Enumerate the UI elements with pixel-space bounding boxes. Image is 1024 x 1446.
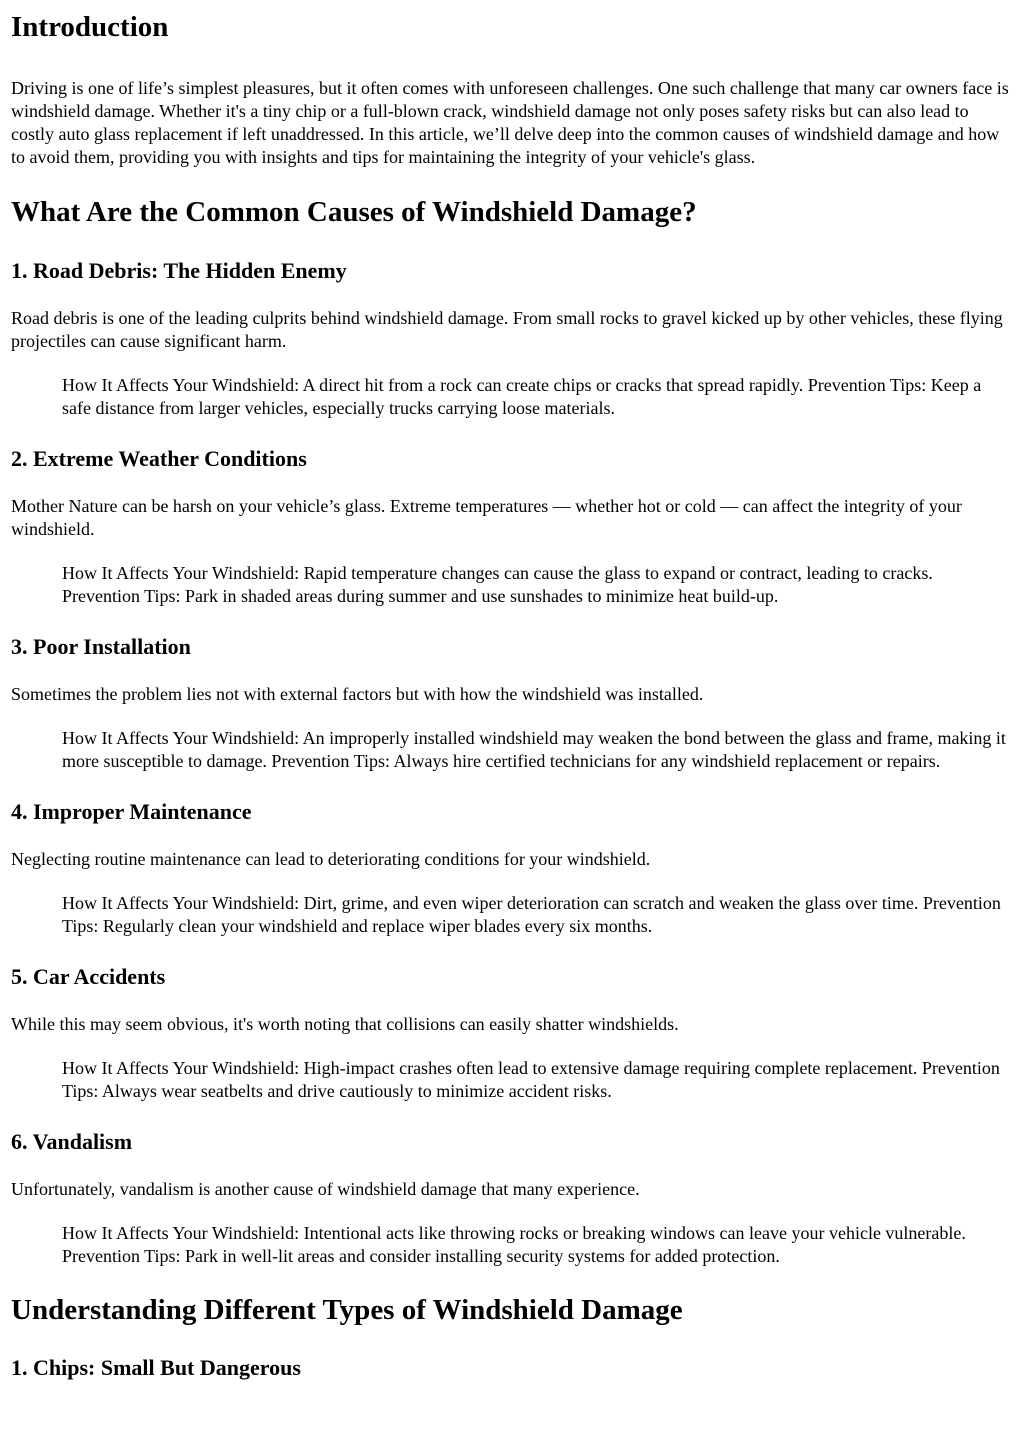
cause-paragraph: Mother Nature can be harsh on your vehicle’s glass. Extreme temperatures — whether hot or cold — can affect the integrity of your windshield. bbox=[11, 496, 962, 539]
cause-tip-quote: How It Affects Your Windshield: A direct hit from a rock can create chips or cracks that spread rapidly. Prevention Tips: Keep a safe distance from larger vehicles, especially trucks carrying loose materials. bbox=[62, 375, 982, 418]
cause-section-vandalism bbox=[11, 1129, 1014, 1268]
cause-section-weather bbox=[11, 446, 1014, 608]
cause-paragraph: Neglecting routine maintenance can lead to deteriorating conditions for your windshield. bbox=[11, 849, 651, 869]
types-heading: Understanding Different Types of Windshield Damage bbox=[11, 1294, 683, 1326]
cause-title: 6. Vandalism bbox=[11, 1129, 133, 1154]
cause-section-road-debris bbox=[11, 258, 1014, 420]
intro-paragraph: Driving is one of life’s simplest pleasures, but it often comes with unforeseen challenges. One such challenge that many car owners face is windshield damage. Whether it's a tiny chip or a full-blown crack, windshield damage not only poses safety risks but can also lead to costly auto glass replacement if left unaddressed. In this article, we’ll delve deep into the common causes of windshield damage and how to avoid them, providing you with insights and tips for maintaining the integrity of your vehicle's glass. bbox=[11, 78, 1009, 167]
cause-tip-quote: How It Affects Your Windshield: An improperly installed windshield may weaken the bond between the glass and frame, making it more susceptible to damage. Prevention Tips: Always hire certified technicians for any windshield replacement or repairs. bbox=[62, 728, 1006, 771]
cause-title: 1. Road Debris: The Hidden Enemy bbox=[11, 258, 347, 283]
cause-section-maintenance bbox=[11, 799, 1014, 938]
cause-paragraph: Unfortunately, vandalism is another cause of windshield damage that many experience. bbox=[11, 1179, 640, 1199]
cause-title: 5. Car Accidents bbox=[11, 964, 166, 989]
intro-heading: Introduction bbox=[11, 11, 169, 43]
types-subheading-chips: 1. Chips: Small But Dangerous bbox=[11, 1355, 301, 1380]
causes-heading: What Are the Common Causes of Windshield Damage? bbox=[11, 196, 697, 228]
cause-section-accidents bbox=[11, 964, 1014, 1103]
cause-title: 4. Improper Maintenance bbox=[11, 799, 252, 824]
cause-paragraph: Road debris is one of the leading culprits behind windshield damage. From small rocks to gravel kicked up by other vehicles, these flying projectiles can cause significant harm. bbox=[11, 308, 1003, 351]
cause-tip-quote: How It Affects Your Windshield: Intentional acts like throwing rocks or breaking windows can leave your vehicle vulnerable. Prevention Tips: Park in well-lit areas and consider installing security systems for added protection. bbox=[62, 1223, 966, 1266]
cause-tip-quote: How It Affects Your Windshield: Dirt, grime, and even wiper deterioration can scratch and weaken the glass over time. Prevention Tips: Regularly clean your windshield and replace wiper blades every six months. bbox=[62, 893, 1001, 936]
cause-title: 2. Extreme Weather Conditions bbox=[11, 446, 307, 471]
cause-paragraph: While this may seem obvious, it's worth noting that collisions can easily shatter windshields. bbox=[11, 1014, 679, 1034]
cause-title: 3. Poor Installation bbox=[11, 634, 191, 659]
cause-paragraph: Sometimes the problem lies not with external factors but with how the windshield was installed. bbox=[11, 684, 704, 704]
cause-tip-quote: How It Affects Your Windshield: Rapid temperature changes can cause the glass to expand or contract, leading to cracks. Prevention Tips: Park in shaded areas during summer and use sunshades to minimize heat build-up. bbox=[62, 563, 933, 606]
cause-tip-quote: How It Affects Your Windshield: High-impact crashes often lead to extensive damage requiring complete replacement. Prevention Tips: Always wear seatbelts and drive cautiously to minimize accident risks. bbox=[62, 1058, 1000, 1101]
cause-section-installation bbox=[11, 634, 1014, 773]
